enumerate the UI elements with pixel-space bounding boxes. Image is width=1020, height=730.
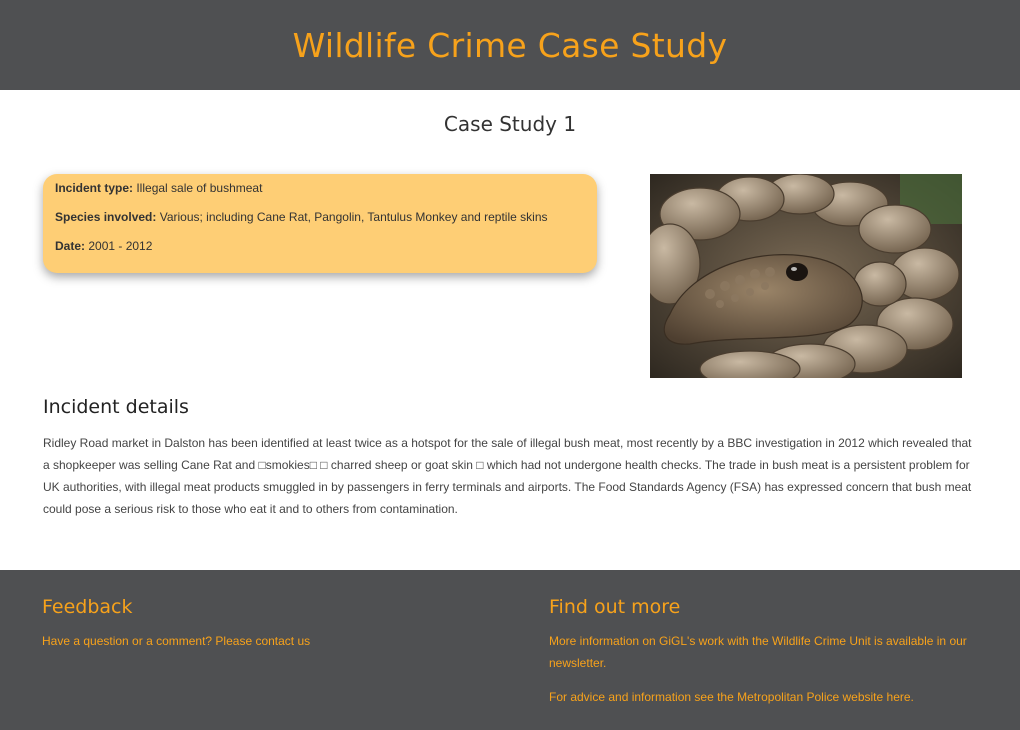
police-prompt: For advice and information see the Metropolitan Police website xyxy=(549,690,887,704)
date-value: 2001 - 2012 xyxy=(85,239,153,253)
incident-type-line xyxy=(55,182,585,195)
newsletter-link[interactable]: our newsletter xyxy=(549,634,967,670)
site-header xyxy=(0,0,1020,90)
incident-details-heading: Incident details xyxy=(43,396,189,418)
contact-us-link[interactable]: contact us xyxy=(255,634,311,648)
incident-details-text: Ridley Road market in Dalston has been identified at least twice as a hotspot for the sale of illegal bush meat, most recently by a BBC investigation in 2012 which revealed that a shopkeeper was selling Cane Rat and □smokies□ □ charred sheep or goat skin □ which had not undergone health checks. The trade in bush meat is a persistent problem for UK authorities, with illegal meat products smuggled in by passengers in ferry terminals and airports. The Food Standards Agency (FSA) has expressed concern that bush meat could pose a serious risk to those who eat it and to others from contamination. xyxy=(43,436,972,516)
find-out-more-section xyxy=(549,596,979,708)
species-value: Various; including Cane Rat, Pangolin, Tantulus Monkey and reptile skins xyxy=(156,210,548,224)
site-footer xyxy=(0,570,1020,730)
incident-type-label: Incident type: xyxy=(55,181,134,195)
case-info-box xyxy=(43,174,597,273)
feedback-heading: Feedback xyxy=(42,596,133,618)
case-summary-row xyxy=(0,138,1020,388)
species-label: Species involved: xyxy=(55,210,157,224)
species-line xyxy=(55,211,585,224)
page-title: Wildlife Crime Case Study xyxy=(292,25,728,65)
feedback-prompt: Have a question or a comment? Please xyxy=(42,634,256,648)
feedback-section xyxy=(42,596,482,652)
newsletter-prompt: More information on GiGL's work with the Wildlife Crime Unit is available in xyxy=(549,634,950,648)
pangolin-photo xyxy=(650,174,962,378)
feedback-text xyxy=(42,630,482,652)
case-study-title: Case Study 1 xyxy=(443,112,577,136)
newsletter-text: More information on GiGL's work with the Wildlife Crime Unit is available in our newsletter. xyxy=(549,634,967,670)
police-website-link[interactable]: here xyxy=(886,690,911,704)
date-label: Date: xyxy=(55,239,86,253)
police-text: For advice and information see the Metropolitan Police website here. xyxy=(549,690,914,704)
date-line xyxy=(55,240,585,253)
find-out-more-heading: Find out more xyxy=(549,596,681,618)
pangolin-image xyxy=(650,174,962,378)
incident-type-value: Illegal sale of bushmeat xyxy=(133,181,263,195)
